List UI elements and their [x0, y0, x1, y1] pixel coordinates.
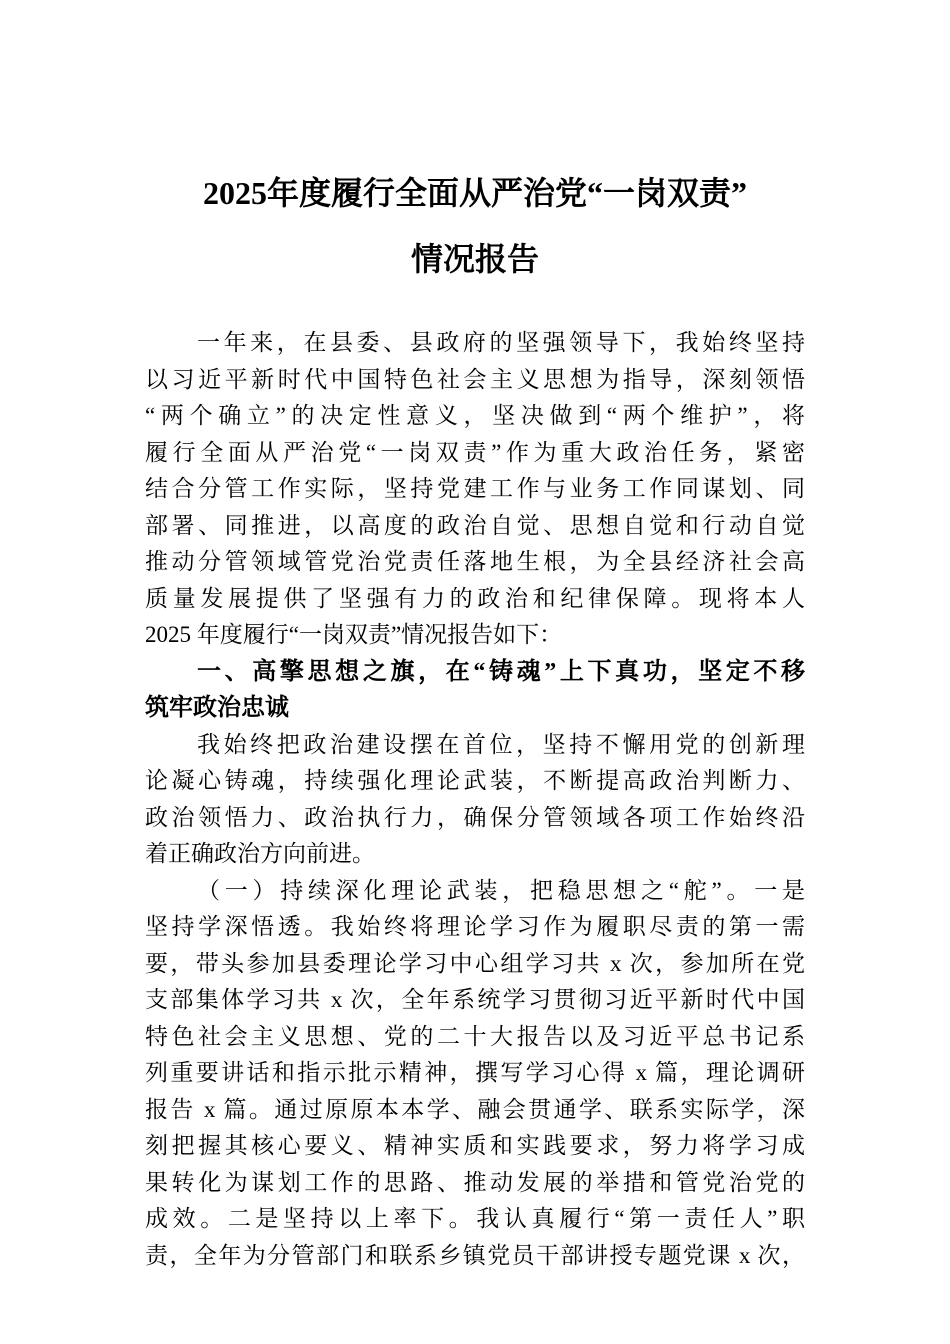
body-text-line: 我始终把政治建设摆在首位，坚持不懈用党的创新理	[197, 731, 805, 757]
document-body	[145, 325, 805, 1274]
body-text-line: 要，带头参加县委理论学习中心组学习共 x 次，参加所在党	[145, 950, 805, 976]
body-text-line: 坚持学深悟透。我始终将理论学习作为履职尽责的第一需	[145, 914, 805, 939]
body-text-line: 支部集体学习共 x 次，全年系统学习贯彻习近平新时代中国	[145, 987, 805, 1012]
section-heading-line: 一、高擎思想之旗，在“铸魂”上下真功，坚定不移	[197, 658, 805, 685]
body-text-line: 成效。二是坚持以上率下。我认真履行“第一责任人”职	[145, 1206, 805, 1231]
body-text-line: 2025 年度履行“一岗双责”情况报告如下：	[145, 622, 563, 647]
body-text-line: 推动分管领域管党治党责任落地生根，为全县经济社会高	[145, 549, 805, 574]
body-text-line: 政治领悟力、政治执行力，确保分管领域各项工作始终沿	[145, 804, 805, 830]
body-text-line: 着正确政治方向前进。	[145, 841, 375, 866]
document-title-line-1: 2025年度履行全面从严治党“一岗双责”	[202, 175, 747, 211]
body-text-line: 责，全年为分管部门和联系乡镇党员干部讲授专题党课 x 次，	[145, 1242, 805, 1268]
body-text-line: 刻把握其核心要义、精神实质和实践要求，努力将学习成	[145, 1133, 805, 1158]
body-text-line: 论凝心铸魂，持续强化理论武装，不断提高政治判断力、	[145, 768, 805, 793]
body-text-line: 履行全面从严治党“一岗双责”作为重大政治任务，紧密	[145, 439, 805, 465]
body-text-line: 以习近平新时代中国特色社会主义思想为指导，深刻领悟	[145, 366, 805, 392]
body-text-line: 特色社会主义思想、党的二十大报告以及习近平总书记系	[145, 1023, 805, 1049]
body-text-line: 列重要讲话和指示批示精神，撰写学习心得 x 篇，理论调研	[145, 1060, 805, 1085]
body-text-line: （一）持续深化理论武装，把稳思想之“舵”。一是	[197, 877, 805, 903]
body-text-line: 部署、同推进，以高度的政治自觉、思想自觉和行动自觉	[145, 512, 805, 538]
body-text-line: 质量发展提供了坚强有力的政治和纪律保障。现将本人	[145, 585, 805, 611]
document-title-line-2: 情况报告	[410, 241, 539, 277]
body-text-line: 果转化为谋划工作的思路、推动发展的举措和管党治党的	[145, 1169, 805, 1195]
body-text-line: 一年来，在县委、县政府的坚强领导下，我始终坚持	[197, 330, 805, 355]
section-heading-line: 筑牢政治忠诚	[145, 695, 289, 721]
body-text-line: “两个确立”的决定性意义，坚决做到“两个维护”，将	[145, 403, 805, 428]
body-text-line: 结合分管工作实际，坚持党建工作与业务工作同谋划、同	[145, 476, 805, 501]
body-text-line: 报告 x 篇。通过原原本本学、融会贯通学、联系实际学，深	[145, 1096, 805, 1122]
